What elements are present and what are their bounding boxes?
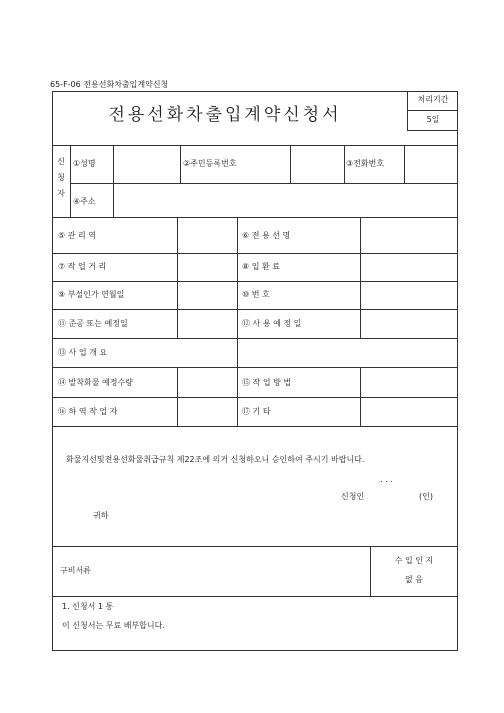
revenue-stamp-value: 없 음 bbox=[405, 575, 423, 584]
name-label: ①성명 bbox=[73, 159, 96, 168]
planned-use-date-field[interactable] bbox=[361, 310, 456, 337]
applicant-signature-label: 신청인 bbox=[341, 492, 365, 501]
approval-date-field[interactable] bbox=[178, 282, 236, 308]
siding-name-label: ⑥ 전 용 선 명 bbox=[242, 231, 291, 240]
other-field[interactable] bbox=[361, 398, 456, 425]
approval-date-label: ⑨ 부설인가 연월일 bbox=[58, 290, 125, 299]
recipient-label: 귀하 bbox=[93, 511, 109, 520]
work-method-label: ⑮ 작 업 방 법 bbox=[242, 378, 292, 387]
form-number: 65-F-06 전용선화차출입계약신청 bbox=[50, 80, 169, 89]
rrn-label: ②주민등록번호 bbox=[183, 159, 237, 168]
declaration-text: 화물지선및전용선화물취급규칙 제22조에 의거 신청하오니 승인하여 주시기 바랍니다. bbox=[66, 455, 365, 464]
address-label: ④주소 bbox=[73, 197, 96, 206]
seal-mark: (인) bbox=[419, 492, 433, 501]
number-label: ⑩ 번 호 bbox=[242, 290, 270, 299]
rrn-field[interactable] bbox=[291, 146, 343, 182]
processing-period-value: 5일 bbox=[426, 115, 440, 124]
address-field[interactable] bbox=[114, 184, 456, 216]
management-station-label: ⑤ 관 리 역 bbox=[58, 231, 96, 240]
completion-date-field[interactable] bbox=[178, 310, 236, 337]
phone-field[interactable] bbox=[405, 146, 456, 182]
required-documents-label: 구비서류 bbox=[60, 566, 91, 575]
form-title: 전용선화차출입계약신청서 bbox=[108, 105, 342, 125]
work-distance-field[interactable] bbox=[178, 254, 236, 280]
applicant-section-label: 신 청 자 bbox=[57, 157, 65, 198]
business-overview-label: ⑬ 사 업 개 요 bbox=[58, 348, 108, 357]
number-field[interactable] bbox=[361, 282, 456, 308]
date-line: . . . bbox=[380, 475, 393, 484]
cargo-volume-label: ⑭ 발착화물 예정수량 bbox=[58, 378, 133, 387]
work-distance-label: ⑦ 작 업 거 리 bbox=[58, 262, 107, 271]
shunting-fee-field[interactable] bbox=[361, 254, 456, 280]
siding-name-field[interactable] bbox=[361, 218, 456, 252]
revenue-stamp-label: 수 입 인 지 bbox=[394, 556, 434, 565]
phone-label: ③전화번호 bbox=[346, 159, 385, 168]
stevedore-label: ⑯ 하 역 작 업 자 bbox=[58, 407, 118, 416]
planned-use-date-label: ⑫ 사 용 예 정 일 bbox=[242, 319, 302, 328]
note-line-1: 1. 신청서 1 통 bbox=[62, 602, 114, 611]
note-line-2: 이 신청서는 무료 배부합니다. bbox=[62, 621, 165, 630]
other-label: ⑰ 기 타 bbox=[242, 407, 271, 416]
business-overview-field[interactable] bbox=[238, 339, 456, 366]
cargo-volume-field[interactable] bbox=[178, 368, 236, 396]
shunting-fee-label: ⑧ 입 환 료 bbox=[242, 262, 280, 271]
stevedore-field[interactable] bbox=[178, 398, 236, 425]
work-method-field[interactable] bbox=[361, 368, 456, 396]
management-station-field[interactable] bbox=[178, 218, 236, 252]
name-field[interactable] bbox=[114, 146, 179, 182]
completion-date-label: ⑪ 준공 또는 예정일 bbox=[58, 319, 128, 328]
processing-period-label: 처리기간 bbox=[417, 95, 449, 104]
